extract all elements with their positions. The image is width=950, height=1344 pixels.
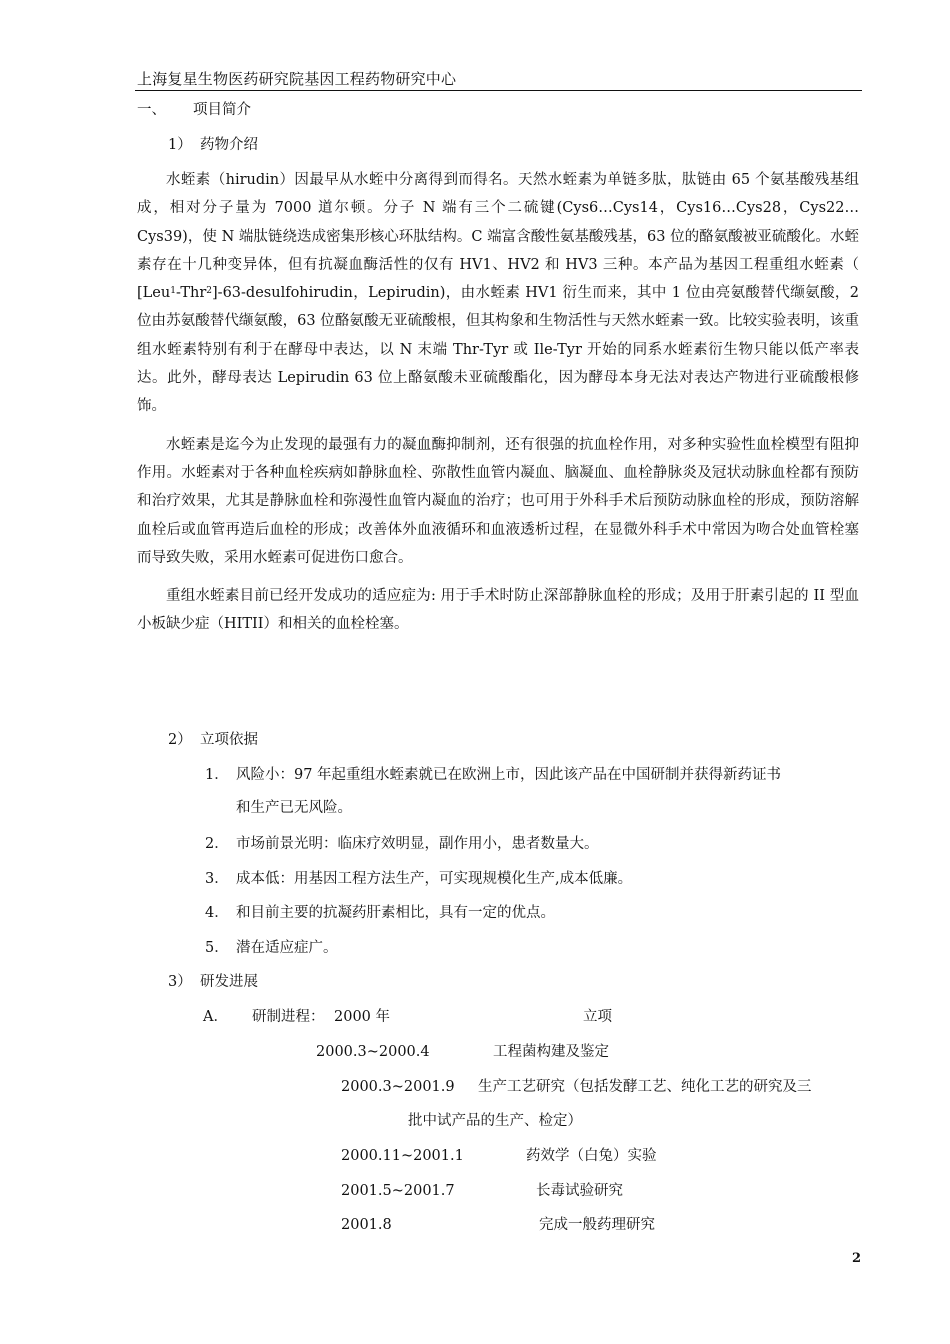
timeline-date: 2000.3~2001.9	[341, 1079, 455, 1095]
timeline-event: 药效学（白兔）实验	[526, 1148, 657, 1164]
list-item-number: 2．	[205, 836, 229, 852]
list-item-text: 潜在适应症广。	[236, 940, 338, 956]
header-rule	[135, 90, 862, 91]
part-3-number: 3）	[168, 974, 192, 990]
part-3-title: 研发进展	[200, 974, 258, 990]
list-item-number: 5．	[205, 940, 229, 956]
timeline-event: 生产工艺研究（包括发酵工艺、纯化工艺的研究及三	[478, 1079, 812, 1095]
paragraph-indications: 重组水蛭素目前已经开发成功的适应症为: 用于手术时防止深部静脉血栓的形成；及用于肝素引起的 II 型血小板缺少症（HITII）和相关的血栓栓塞。	[137, 588, 859, 633]
list-item-text-continued: 和生产已无风险。	[236, 800, 352, 816]
part-1-title: 药物介绍	[200, 137, 258, 153]
paragraph-text: ]-63-desulfohirudin，Lepirudin)，由水蛭素 HV1 衍生而来，其中 1 位由亮氨酸替代缬氨酸，2 位由苏氨酸替代缬氨酸，63 位酪氨酸无亚硫酸根，但其构象和生物活性与天然水蛭素一致。比较实验表明，该重组水蛭素特别有利于在酵母中表达，以 N 末端 Thr-Tyr 或 Ile-Tyr 开始的同系水蛭素衍生物只能以低产率表达。此外，酵母表达 Lepirudin 63 位上酪氨酸未亚硫酸酯化，因为酵母本身无法对表达产物进行亚硫酸根修饰。	[137, 285, 859, 415]
timeline-date: 2000.11~2001.1	[341, 1148, 464, 1164]
part-2-title: 立项依据	[200, 732, 258, 748]
timeline-event: 工程菌构建及鉴定	[493, 1044, 609, 1060]
paragraph-text: -Thr	[175, 285, 207, 302]
list-item-text: 成本低：用基因工程方法生产，可实现规模化生产,成本低廉。	[236, 871, 633, 887]
page-number: 2	[852, 1251, 862, 1266]
section-1-number: 一、	[137, 102, 166, 118]
timeline-date: 2001.8	[341, 1217, 392, 1233]
section-1-title: 项目简介	[193, 102, 251, 118]
subsection-a-label: A．	[203, 1009, 228, 1025]
paragraph-hirudin-effects: 水蛭素是迄今为止发现的最强有力的凝血酶抑制剂，还有很强的抗血栓作用，对多种实验性血栓模型有阻抑作用。水蛭素对于各种血栓疾病如静脉血栓、弥散性血管内凝血、脑凝血、血栓静脉炎及冠状动脉血栓都有预防和治疗效果，尤其是静脉血栓和弥漫性血管内凝血的治疗；也可用于外科手术后预防动脉血栓的形成，预防溶解血栓后或血管再造后血栓的形成；改善体外血液循环和血液透析过程，在显微外科手术中常因为吻合处血管栓塞而导致失败，采用水蛭素可促进伤口愈合。	[137, 436, 859, 566]
paragraph-hirudin-intro	[137, 166, 859, 421]
list-item-number: 4．	[205, 905, 229, 921]
paragraph-text: 水蛭素（hirudin）因最早从水蛭中分离得到而得名。天然水蛭素为单链多肽，肽链由 65 个氨基酸残基组成，相对分子量为 7000 道尔顿。分子 N 端有三个二硫键(Cys6…Cys14，Cys16…Cys28，Cys22…Cys39)，使 N 端肽链绕迭成密集形核心环肽结构。C 端富含酸性氨基酸残基，63 位的酪氨酸被亚硫酸化。水蛭素存在十几种变异体，但有抗凝血酶活性的仅有 HV1、HV2 和 HV3 三种。本产品为基因工程重组水蛭素（ [Leu	[137, 172, 859, 302]
timeline-date: 2001.5~2001.7	[341, 1183, 455, 1199]
superscript: 1	[170, 286, 176, 297]
list-item-text: 市场前景光明：临床疗效明显，副作用小，患者数量大。	[236, 836, 599, 852]
timeline-event: 长毒试验研究	[536, 1183, 623, 1199]
timeline-date: 2000.3~2000.4	[316, 1044, 430, 1060]
superscript: 2	[206, 286, 213, 297]
page-header: 上海复星生物医药研究院基因工程药物研究中心	[137, 70, 457, 88]
subsection-a-title: 研制进程：	[252, 1009, 325, 1025]
part-2-number: 2）	[168, 732, 192, 748]
timeline-event: 完成一般药理研究	[539, 1217, 655, 1233]
part-1-body	[137, 166, 859, 639]
list-item-text: 风险小：97 年起重组水蛭素就已在欧洲上市，因此该产品在中国研制并获得新药证书	[236, 767, 782, 783]
list-item-number: 3．	[205, 871, 229, 887]
timeline-event: 立项	[583, 1009, 612, 1025]
list-item-text: 和目前主要的抗凝药肝素相比，具有一定的优点。	[236, 905, 555, 921]
timeline-event-continued: 批中试产品的生产、检定）	[408, 1113, 582, 1129]
list-item-number: 1．	[205, 767, 229, 783]
part-1-number: 1）	[168, 137, 192, 153]
timeline-date: 2000 年	[334, 1009, 391, 1025]
